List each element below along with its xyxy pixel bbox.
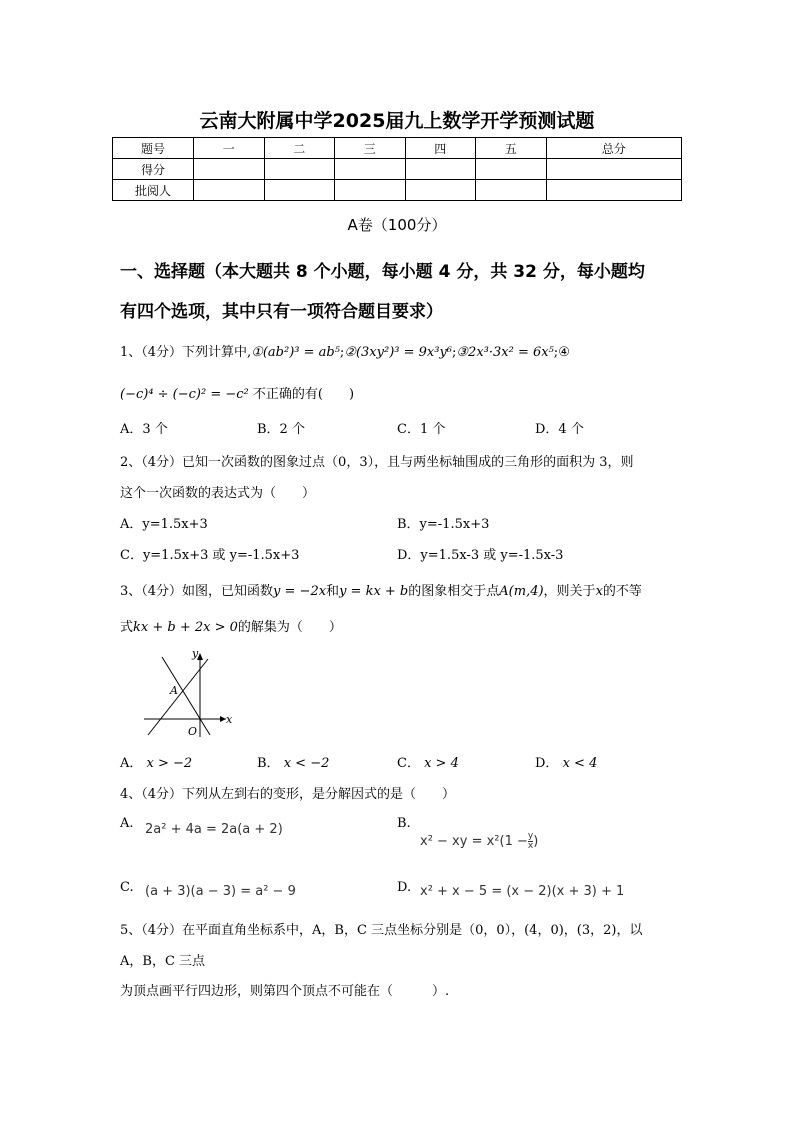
q4-option-b-close: ) xyxy=(533,834,539,849)
q3-text-d: 的不等 xyxy=(602,584,642,599)
question-5-line2: A，B，C 三点 xyxy=(120,954,206,969)
table-cell xyxy=(264,180,335,201)
exam-title: 云南大附属中学2025届九上数学开学预测试题 xyxy=(199,110,595,132)
q4-option-b-main: x² − xy = x²(1 − xyxy=(420,834,528,849)
q3-option-c xyxy=(397,752,459,771)
table-cell xyxy=(476,159,547,180)
q1-item4-label: ④ xyxy=(558,345,570,360)
table-cell: 三 xyxy=(335,138,406,159)
q3-option-b xyxy=(257,752,329,771)
q1-item4: (−c)⁴ ÷ (−c)² = −c² xyxy=(120,387,249,402)
q4-option-c-label: C. xyxy=(120,880,134,895)
option-label: A． xyxy=(120,756,143,771)
table-row xyxy=(113,180,682,201)
q3-text-c: ，则关于 xyxy=(543,584,596,599)
table-cell xyxy=(405,159,476,180)
q3-text-e: 式 xyxy=(120,620,134,635)
table-cell: 总分 xyxy=(546,138,682,159)
table-cell xyxy=(335,159,406,180)
table-row xyxy=(113,159,682,180)
option-value: x < 4 xyxy=(562,756,598,771)
q1-item1: ①(ab²)³ = ab⁵ xyxy=(251,345,340,360)
q2-option-d: D．y=1.5x-3 或 y=-1.5x-3 xyxy=(397,548,564,563)
q1-option-d: D．4 个 xyxy=(535,422,584,437)
table-cell xyxy=(546,180,682,201)
q3-text-f: 的解集为（ ） xyxy=(237,620,342,635)
q1-item2: ②(3xy²)³ = 9x³y⁶ xyxy=(344,345,453,360)
question-1-line1: 1、（4分）下列计算中,①(ab²)³ = ab⁵;②(3xy²)³ = 9x³y⁶;③2x³·3x² = 6x⁵;④ xyxy=(120,345,570,360)
table-cell xyxy=(194,159,265,180)
y-label: y xyxy=(192,647,199,660)
q1-option-c: C．1 个 xyxy=(397,422,446,437)
q1-prefix: 1、（4分）下列计算中, xyxy=(120,345,252,360)
q4-option-b xyxy=(420,832,538,851)
score-table xyxy=(112,137,682,201)
q2-option-c: C．y=1.5x+3 或 y=-1.5x+3 xyxy=(120,548,300,563)
q3-option-a xyxy=(120,752,192,771)
fraction-numerator: y xyxy=(527,831,534,841)
table-cell: 一 xyxy=(194,138,265,159)
q1-option-b: B．2 个 xyxy=(257,422,305,437)
origin-label: O xyxy=(188,725,198,738)
x-label: x xyxy=(226,713,233,726)
table-cell xyxy=(264,159,335,180)
q1-option-a: A．3 个 xyxy=(120,422,168,437)
table-cell: 四 xyxy=(405,138,476,159)
q3-text-b: 的图象相交于点 xyxy=(408,584,500,599)
point-a-label: A xyxy=(170,684,178,697)
table-cell xyxy=(335,180,406,201)
question-2-line1: 2、（4分）已知一次函数的图象过点（0，3），且与两坐标轴围成的三角形的面积为 3，则 xyxy=(120,455,634,470)
table-row xyxy=(113,138,682,159)
table-cell xyxy=(476,180,547,201)
option-label: C． xyxy=(397,756,420,771)
fraction-denominator: x xyxy=(527,841,534,851)
option-label: D． xyxy=(535,756,559,771)
q3-var: x xyxy=(595,584,603,599)
question-5-line1: 5、（4分）在平面直角坐标系中，A，B，C 三点坐标分别是（0，0），(4，0)，(3，2)，以 xyxy=(120,923,643,938)
q4-option-c: (a + 3)(a − 3) = a² − 9 xyxy=(145,884,296,899)
option-value: x < −2 xyxy=(283,756,330,771)
table-cell xyxy=(546,159,682,180)
table-cell: 得分 xyxy=(113,159,194,180)
section-heading-line1: 一、选择题（本大题共 8 个小题，每小题 4 分，共 32 分，每小题均 xyxy=(120,262,645,282)
question-1-line2 xyxy=(120,383,354,402)
q1-suffix: 不正确的有( ) xyxy=(252,387,355,402)
question-3-line2 xyxy=(120,616,342,635)
table-cell xyxy=(194,180,265,201)
line-kx-plus-b xyxy=(148,659,208,735)
q1-item3: ③2x³·3x² = 6x⁵ xyxy=(456,345,554,360)
q4-option-a: 2a² + 4a = 2a(a + 2) xyxy=(145,822,283,837)
q4-option-a-label: A. xyxy=(120,816,134,831)
q3-f1: y = −2x xyxy=(273,584,327,599)
table-cell: 二 xyxy=(264,138,335,159)
q3-f2: y = kx + b xyxy=(339,584,409,599)
q4-option-b-label: B. xyxy=(397,816,411,831)
q3-text-a: 3、（4分）如图，已知函数 xyxy=(120,584,274,599)
option-value: x > −2 xyxy=(146,756,193,771)
section-heading-line2: 有四个选项，其中只有一项符合题目要求） xyxy=(120,302,443,322)
q3-option-d xyxy=(535,752,597,771)
table-cell: 题号 xyxy=(113,138,194,159)
table-cell: 五 xyxy=(476,138,547,159)
q3-inequality: kx + b + 2x > 0 xyxy=(133,620,238,635)
q4-option-d-label: D. xyxy=(397,880,412,895)
option-label: B． xyxy=(257,756,280,771)
question-4-line: 4、（4分）下列从左到右的变形，是分解因式的是（ ） xyxy=(120,787,456,802)
question-2-line2: 这个一次函数的表达式为（ ） xyxy=(120,486,316,501)
q2-option-b: B．y=-1.5x+3 xyxy=(397,517,490,532)
q2-option-a: A．y=1.5x+3 xyxy=(120,517,208,532)
q3-function-graph xyxy=(138,645,238,740)
volume-heading: A卷（100分） xyxy=(347,216,447,234)
table-cell xyxy=(405,180,476,201)
q4-option-d: x² + x − 5 = (x − 2)(x + 3) + 1 xyxy=(420,884,625,899)
q3-point: A(m,4) xyxy=(499,584,544,599)
option-value: x > 4 xyxy=(424,756,459,771)
table-cell: 批阅人 xyxy=(113,180,194,201)
question-3-line1 xyxy=(120,580,642,599)
q3-and: 和 xyxy=(326,584,340,599)
question-5-line3: 为顶点画平行四边形，则第四个顶点不可能在（ ）. xyxy=(120,984,450,999)
